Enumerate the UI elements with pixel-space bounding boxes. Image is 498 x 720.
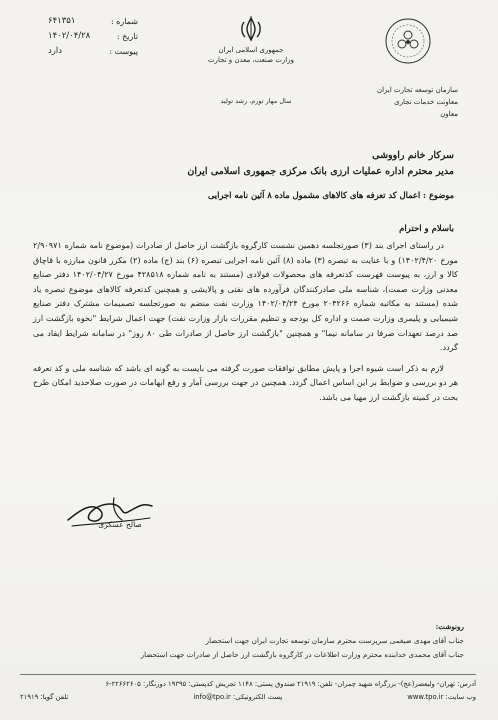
- footer-toll-free: تلفن گویا: ۲۱۹۱۹: [20, 693, 69, 701]
- iran-emblem-icon: [236, 14, 266, 44]
- attachment-value: دارد: [48, 46, 63, 56]
- body-paragraph-2: لازم به ذکر است شیوه اجرا و پایش مطابق توافقات صورت گرفته می بایست به گونه ای باشد که شناسه ملی و کد تعرفه هر دو بررسی و ضوابط بر این اساس اعمال گردد. همچنین در جهت بررسی آمار و رفع ابهامات در صورت صلاحدید امکان طرح بحث در کمیته بازگشت ارز مهیا می باشد.: [33, 362, 458, 402]
- org-line-2: معاونت خدمات تجاری: [394, 98, 458, 106]
- footer-contacts: [20, 691, 476, 704]
- org-line-3: معاون: [440, 110, 458, 118]
- ministry-line-2: وزارت صنعت، معدن و تجارت: [207, 56, 295, 64]
- body-paragraph-1: در راستای اجرای بند (۳) صورتجلسه دهمین نشست کارگروه بازگشت ارز حاصل از صادرات (موضوع نامه شماره ۲/۹۰۹۷۱ مورخ ۱۴۰۲/۴/۲۰) و با عنایت به تبصره (۳) ماده (۸) آئین نامه اجرایی تبصره (۶) بند (ج) ماده (۲) مکرر قانون مبارزه با قاچاق کالا و ارز، به پیوست فهرست کدتعرفه های محصولات فولادی (مستند به نامه شماره ۴۲۸۵۱۸ مورخ ۱۴۰۲/۰۴/۲۷ دفتر صنایع معدنی وزارت صمت)، شناسه ملی صادرکنندگان فرآورده های نفتی و پالایشی و همچنین کدتعرفه کالاهای موضوع تبصره یاد شده (مستند به مکاتبه شماره ۲۰۴۲۶۶ مورخ ۱۴۰۲/۰۴/۲۴ وزارت نفت منضم به صورتجلسه تصمیمات مشترک دفتر صنایع شیمیایی و پلیمری وزارت صمت و اداره کل بودجه و تنظیم مقررات بازار وزارت نفت) جهت اعمال شرایط "نحوه بازگشت ارز صد درصد تعهدات صرفا در سامانه نیما" و همچنین "بازگشت ارز حاصل از صادرات طی ۸۰ روز" در سامانه شرایط ایفاد می گردد.: [33, 240, 459, 353]
- footer-web: وب سایت: www.tpo.ir: [407, 693, 476, 701]
- attachment-row: [48, 44, 138, 59]
- tpo-logo-icon: [383, 16, 433, 66]
- date-label: تاریخ :: [116, 32, 138, 41]
- signer-name: صالح عسکری: [98, 520, 142, 529]
- footer-divider: [20, 674, 476, 675]
- date-row: [48, 29, 138, 44]
- year-slogan: سال مهار تورم، رشد تولید: [220, 97, 292, 105]
- footer-address: آدرس: تهران- ولیعصر(عج)- بزرگراه شهید چمران- تلفن: ۲۱۹۱۹ صندوق پستی: ۱۱۴۸ تجریش کدپستی: ۱۹۳۹۵ دورنگار: ۲۲۶۶۲۶۰۵-۶: [105, 680, 476, 688]
- cc-line-1: جناب آقای مهدی ضیغمی سرپرست محترم سازمان توسعه تجارت ایران جهت استحضار: [205, 636, 464, 645]
- letter-meta: [48, 14, 138, 59]
- ministry-title: [196, 45, 306, 65]
- letter-body: [33, 238, 458, 411]
- ministry-line-1: جمهوری اسلامی ایران: [218, 46, 284, 54]
- greeting: باسلام و احترام: [399, 224, 454, 234]
- footer-email: پست الکترونیکی: info@tpo.ir: [193, 693, 283, 701]
- number-label: شماره :: [110, 17, 138, 26]
- org-line-1: سازمان توسعه تجارت ایران: [376, 86, 458, 94]
- number-row: [48, 14, 138, 29]
- organization-block: [368, 84, 458, 120]
- cc-title: رونوشت:: [435, 622, 464, 631]
- date-value: ۱۴۰۲/۰۴/۲۸: [48, 31, 91, 41]
- recipient: [44, 148, 454, 180]
- number-value: ۶۴۱۳۵۱: [48, 16, 76, 26]
- cc-line-2: جناب آقای محمدی خدابنده محترم وزارت اطلاعات در کارگروه بازگشت ارز حاصل از صادرات جهت استحضار: [140, 650, 464, 659]
- handwritten-signature: [62, 480, 162, 540]
- recipient-name: سرکار خانم راووشی: [372, 150, 454, 161]
- cc-block: [24, 620, 464, 662]
- recipient-title: مدیر محترم اداره عملیات ارزی بانک مرکزی جمهوری اسلامی ایران: [187, 166, 454, 177]
- letter-subject: موضوع : اعمال کد تعرفه های کالاهای مشمول ماده ۸ آئین نامه اجرایی: [207, 190, 454, 200]
- letter-footer: [20, 678, 476, 704]
- attachment-label: پیوست :: [109, 47, 138, 56]
